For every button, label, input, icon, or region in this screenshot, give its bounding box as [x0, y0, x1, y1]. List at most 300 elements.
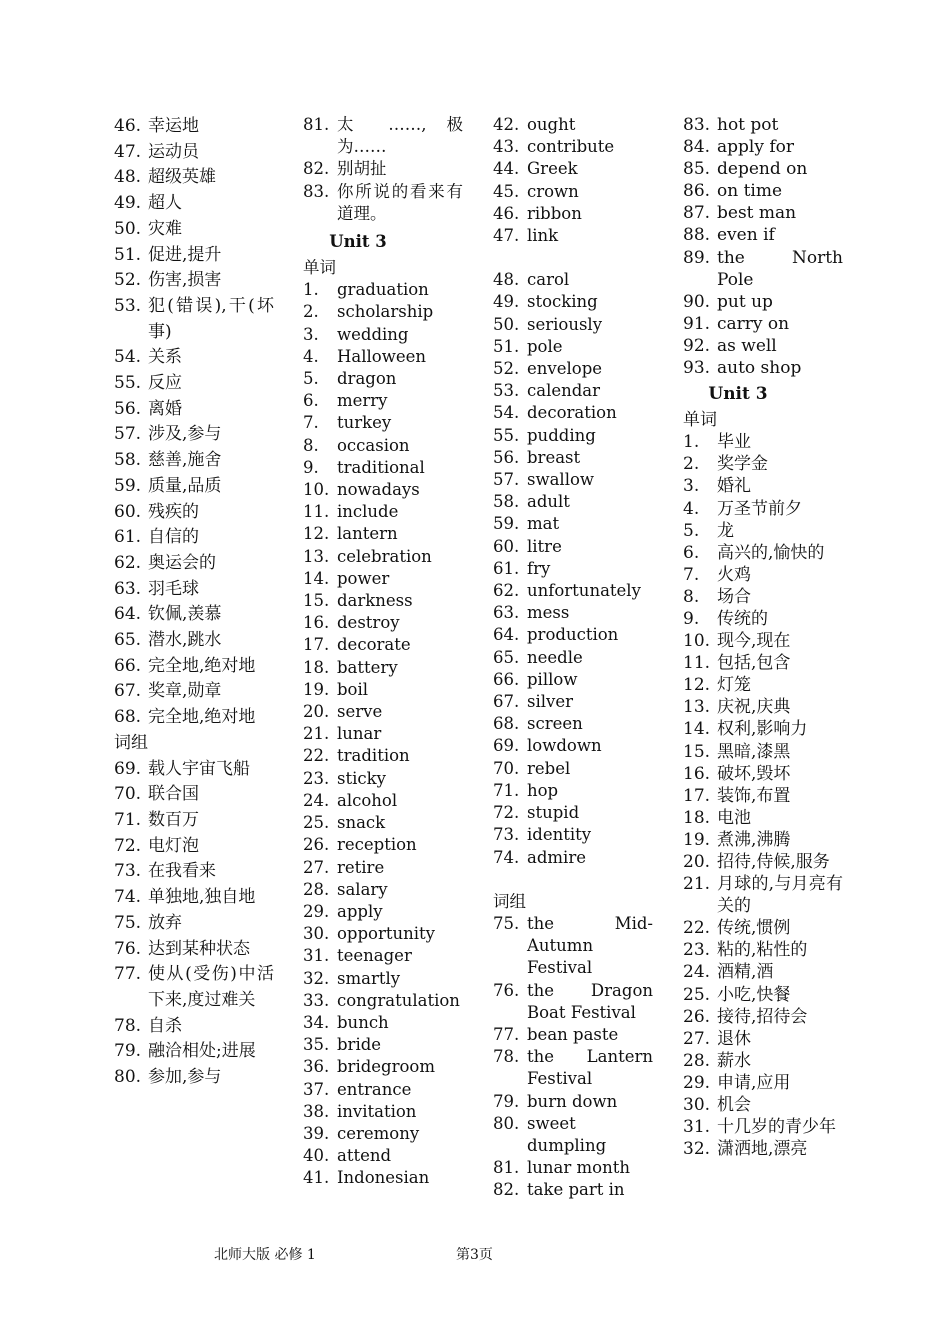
item-text: opportunity: [337, 924, 435, 944]
vocab-item: [493, 469, 653, 491]
vocab-item: [114, 705, 274, 731]
item-text: 完全地,绝对地: [148, 655, 256, 676]
vocab-item: [683, 1006, 843, 1028]
item-text: lunar month: [527, 1158, 630, 1178]
item-text: pillow: [527, 669, 578, 689]
item-number: 7.: [303, 413, 319, 433]
vocab-item: [493, 136, 653, 158]
vocab-item: [683, 291, 843, 313]
item-text: even if: [717, 225, 775, 246]
item-number: 13.: [303, 546, 330, 566]
item-number: 30.: [303, 924, 330, 944]
item-number: 66.: [114, 655, 142, 676]
item-text: link: [527, 226, 559, 246]
item-text: 黑暗,漆黑: [717, 741, 791, 762]
item-text: 自信的: [148, 527, 199, 548]
item-number: 16.: [683, 763, 711, 784]
vocab-item: [303, 301, 463, 323]
item-text: silver: [527, 692, 573, 712]
item-number: 55.: [114, 373, 142, 394]
item-number: 61.: [114, 527, 142, 548]
item-number: 58.: [493, 492, 520, 512]
item-text: swallow: [527, 470, 595, 490]
item-text: the Mid-Autumn Festival: [527, 913, 653, 978]
vocab-item: [683, 564, 843, 586]
vocab-item: [683, 453, 843, 475]
item-text: lowdown: [527, 736, 602, 756]
item-text: 招待,侍候,服务: [717, 852, 830, 872]
vocab-item: [683, 851, 843, 873]
vocab-item: [493, 491, 653, 513]
vocab-item: [303, 114, 463, 158]
item-text: scholarship: [337, 302, 434, 322]
item-text: 慈善,施舍: [148, 450, 222, 471]
vocab-item: [493, 336, 653, 358]
vocab-item: [303, 1034, 463, 1056]
item-number: 15.: [683, 741, 711, 762]
vocab-item: [303, 568, 463, 590]
item-text: carry on: [717, 313, 790, 334]
item-text: lunar: [337, 724, 382, 744]
vocab-item: [683, 917, 843, 939]
vocab-item: [683, 180, 843, 202]
vocab-item: [303, 590, 463, 612]
item-number: 26.: [683, 1006, 711, 1027]
vocab-item: [493, 358, 653, 380]
item-text: ceremony: [337, 1123, 420, 1143]
item-number: 9.: [303, 457, 319, 477]
item-text: 反应: [148, 373, 182, 394]
vocab-item: [114, 525, 274, 551]
item-text: carol: [527, 270, 570, 290]
item-number: 28.: [303, 879, 330, 899]
item-number: 2.: [683, 454, 700, 475]
item-text: 电灯泡: [148, 835, 199, 856]
item-text: 羽毛球: [148, 578, 199, 599]
item-text: 火鸡: [717, 564, 751, 585]
vocab-item: [114, 1014, 274, 1040]
vocab-item: [114, 782, 274, 808]
item-number: 76.: [493, 980, 520, 1000]
item-number: 89.: [683, 247, 711, 268]
item-text: litre: [527, 536, 562, 556]
item-number: 7.: [683, 564, 700, 585]
vocab-item: [303, 346, 463, 368]
column-1: [114, 114, 274, 1091]
vocab-item: [683, 498, 843, 520]
vocab-item: [114, 243, 274, 269]
item-number: 70.: [114, 784, 142, 805]
vocab-item: [114, 602, 274, 628]
vocab-item: [114, 294, 274, 345]
item-number: 18.: [303, 657, 330, 677]
item-text: 权利,影响力: [717, 719, 808, 740]
item-number: 80.: [493, 1113, 520, 1133]
vocab-item: [683, 1028, 843, 1050]
item-text: merry: [337, 391, 388, 411]
section-heading-phrases: 词组: [493, 891, 526, 911]
item-text: retire: [337, 857, 385, 877]
vocab-list: [493, 913, 653, 1202]
vocab-item: [303, 479, 463, 501]
vocab-item: [683, 431, 843, 453]
item-number: 85.: [683, 159, 711, 180]
item-text: 质量,品质: [148, 475, 222, 496]
item-text: unfortunately: [527, 581, 641, 601]
item-number: 48.: [114, 167, 142, 188]
vocab-item: [493, 1157, 653, 1179]
vocab-item: [303, 745, 463, 767]
item-number: 71.: [493, 780, 520, 800]
item-text: teenager: [337, 946, 412, 966]
vocab-list: [303, 279, 463, 1189]
vocab-item: [114, 962, 274, 1013]
vocab-list: [303, 114, 463, 225]
vocab-item: [683, 829, 843, 851]
vocab-item: [493, 402, 653, 424]
vocab-item: [114, 859, 274, 885]
vocab-item: [303, 834, 463, 856]
item-text: admire: [527, 847, 586, 867]
item-text: 粘的,粘性的: [717, 940, 808, 961]
item-number: 63.: [114, 578, 142, 599]
vocab-item: [683, 475, 843, 497]
vocab-item: [303, 1101, 463, 1123]
vocab-item: [683, 608, 843, 630]
vocab-item: [114, 654, 274, 680]
footer-page-number: 第3页: [456, 1247, 493, 1263]
item-text: the Dragon Boat Festival: [527, 980, 653, 1022]
item-text: 离婚: [148, 398, 182, 419]
vocab-item: [493, 181, 653, 203]
vocab-item: [303, 1079, 463, 1101]
item-number: 48.: [493, 270, 520, 290]
item-text: 奖学金: [717, 454, 768, 475]
item-number: 52.: [493, 359, 520, 379]
vocab-list: [493, 114, 653, 247]
item-number: 61.: [493, 558, 520, 578]
item-number: 41.: [303, 1168, 330, 1188]
item-text: attend: [337, 1146, 392, 1166]
item-number: 5.: [303, 369, 319, 389]
item-number: 15.: [303, 591, 330, 611]
item-number: 12.: [303, 524, 330, 544]
item-text: power: [337, 568, 390, 588]
item-text: decorate: [337, 635, 411, 655]
vocab-item: [303, 612, 463, 634]
vocab-item: [114, 422, 274, 448]
item-number: 81.: [493, 1158, 520, 1178]
item-number: 59.: [493, 514, 520, 534]
vocab-item: [303, 879, 463, 901]
vocab-item: [493, 780, 653, 802]
item-number: 32.: [303, 968, 330, 988]
item-number: 8.: [303, 435, 319, 455]
vocab-item: [683, 1094, 843, 1116]
vocab-item: [493, 802, 653, 824]
item-number: 26.: [303, 835, 330, 855]
vocab-item: [683, 652, 843, 674]
item-text: Indonesian: [337, 1168, 430, 1188]
item-number: 69.: [493, 736, 520, 756]
item-number: 62.: [114, 552, 142, 573]
item-number: 79.: [493, 1091, 520, 1111]
item-number: 34.: [303, 1012, 330, 1032]
item-number: 11.: [303, 502, 330, 522]
vocab-item: [114, 500, 274, 526]
item-text: dragon: [337, 369, 397, 389]
item-text: 潇洒地,漂亮: [717, 1139, 808, 1160]
item-text: 完全地,绝对地: [148, 707, 256, 728]
item-number: 38.: [303, 1101, 330, 1121]
item-number: 14.: [303, 568, 330, 588]
vocab-item: [303, 990, 463, 1012]
item-number: 91.: [683, 313, 711, 334]
item-text: 运动员: [148, 141, 199, 162]
item-text: 破坏,毁坏: [717, 763, 791, 784]
item-text: identity: [527, 825, 592, 845]
item-number: 33.: [303, 990, 330, 1010]
item-number: 19.: [303, 679, 330, 699]
vocab-item: [683, 984, 843, 1006]
vocab-item: [303, 701, 463, 723]
item-number: 51.: [114, 244, 142, 265]
item-text: 单独地,独自地: [148, 887, 256, 908]
vocab-item: [493, 624, 653, 646]
item-text: include: [337, 502, 399, 522]
item-number: 50.: [493, 314, 520, 334]
vocab-item: [303, 279, 463, 301]
vocab-item: [303, 723, 463, 745]
item-number: 17.: [303, 635, 330, 655]
item-number: 60.: [493, 536, 520, 556]
item-number: 49.: [493, 292, 520, 312]
item-text: needle: [527, 647, 583, 667]
vocab-item: [683, 357, 843, 379]
vocab-item: [493, 980, 653, 1024]
item-number: 22.: [303, 746, 330, 766]
item-text: 高兴的,愉快的: [717, 542, 825, 563]
item-number: 62.: [493, 581, 520, 601]
item-number: 21.: [303, 724, 330, 744]
vocab-item: [493, 114, 653, 136]
item-number: 64.: [114, 604, 142, 625]
item-text: 联合国: [148, 784, 199, 805]
item-number: 67.: [493, 692, 520, 712]
item-text: turkey: [337, 413, 392, 433]
item-number: 54.: [114, 347, 142, 368]
item-number: 20.: [303, 702, 330, 722]
vocab-item: [114, 371, 274, 397]
vocab-item: [303, 158, 463, 180]
vocab-item: [303, 768, 463, 790]
vocab-item: [114, 628, 274, 654]
item-number: 2.: [303, 302, 319, 322]
item-number: 46.: [493, 203, 520, 223]
item-text: 在我看来: [148, 861, 216, 882]
item-text: envelope: [527, 359, 603, 379]
vocab-item: [114, 551, 274, 577]
item-text: bridegroom: [337, 1057, 436, 1077]
item-text: 电池: [717, 807, 751, 828]
item-number: 56.: [114, 398, 142, 419]
vocab-item: [493, 1046, 653, 1090]
item-text: tradition: [337, 746, 410, 766]
item-text: nowadays: [337, 480, 420, 500]
item-text: 犯(错误),干(坏事): [148, 295, 274, 342]
item-number: 43.: [493, 137, 520, 157]
item-number: 51.: [493, 336, 520, 356]
vocab-item: [114, 679, 274, 705]
vocab-item: [493, 291, 653, 313]
item-text: boil: [337, 679, 369, 699]
item-text: entrance: [337, 1079, 412, 1099]
vocab-item: [683, 542, 843, 564]
item-text: 酒精,酒: [717, 962, 774, 983]
item-text: stocking: [527, 292, 598, 312]
item-text: 你所说的看来有道理。: [337, 181, 463, 223]
item-text: hop: [527, 780, 559, 800]
item-text: fry: [527, 558, 551, 578]
vocab-item: [683, 136, 843, 158]
vocab-item: [303, 923, 463, 945]
vocab-item: [303, 1145, 463, 1167]
item-number: 65.: [114, 630, 142, 651]
item-number: 21.: [683, 874, 711, 895]
item-number: 27.: [683, 1028, 711, 1049]
item-text: 煮沸,沸腾: [717, 829, 791, 850]
item-number: 6.: [303, 391, 319, 411]
vocab-item: [683, 247, 843, 291]
item-text: 参加,参与: [148, 1067, 222, 1088]
item-number: 68.: [493, 714, 520, 734]
item-number: 24.: [303, 790, 330, 810]
item-text: 奖章,勋章: [148, 681, 222, 702]
item-text: crown: [527, 181, 579, 201]
item-text: as well: [717, 335, 777, 356]
item-text: sticky: [337, 768, 386, 788]
item-number: 69.: [114, 758, 142, 779]
item-text: lantern: [337, 524, 398, 544]
item-number: 74.: [114, 887, 142, 908]
vocab-item: [683, 961, 843, 983]
item-text: Greek: [527, 159, 578, 179]
item-number: 88.: [683, 225, 711, 246]
item-text: put up: [717, 291, 773, 312]
item-text: 薪水: [717, 1050, 751, 1071]
item-text: 小吃,快餐: [717, 984, 791, 1005]
item-number: 53.: [493, 381, 520, 401]
vocab-item: [493, 758, 653, 780]
item-text: 庆祝,庆典: [717, 697, 791, 718]
spacer: [493, 869, 653, 891]
item-text: 融洽相处;进展: [148, 1041, 256, 1062]
vocab-item: [303, 457, 463, 479]
vocab-item: [683, 1050, 843, 1072]
item-text: serve: [337, 702, 383, 722]
item-number: 25.: [303, 813, 330, 833]
item-text: 灯笼: [717, 675, 751, 696]
item-text: salary: [337, 879, 388, 899]
vocab-item: [114, 114, 274, 140]
vocab-item: [493, 847, 653, 869]
item-text: take part in: [527, 1180, 625, 1200]
item-text: 场合: [717, 586, 751, 607]
item-text: the Lantern Festival: [527, 1047, 653, 1089]
vocab-item: [683, 785, 843, 807]
vocab-item: [303, 390, 463, 412]
item-number: 10.: [303, 480, 330, 500]
vocab-item: [303, 968, 463, 990]
item-text: 龙: [717, 520, 734, 541]
item-number: 5.: [683, 520, 700, 541]
item-number: 45.: [493, 181, 520, 201]
item-text: 接待,招待会: [717, 1006, 808, 1027]
item-number: 73.: [114, 861, 142, 882]
item-text: sweet dumpling: [527, 1113, 607, 1155]
item-number: 40.: [303, 1146, 330, 1166]
item-number: 86.: [683, 181, 711, 202]
item-text: 钦佩,羡慕: [148, 604, 222, 625]
item-text: 装饰,布置: [717, 785, 791, 806]
vocab-item: [114, 1065, 274, 1091]
item-text: seriously: [527, 314, 603, 334]
item-text: 月球的,与月亮有关的: [717, 874, 843, 917]
vocab-item: [303, 857, 463, 879]
item-number: 31.: [683, 1117, 711, 1138]
item-text: stupid: [527, 803, 580, 823]
item-text: mat: [527, 514, 560, 534]
vocab-item: [493, 1091, 653, 1113]
item-number: 64.: [493, 625, 520, 645]
item-text: on time: [717, 181, 783, 202]
vocab-item: [493, 314, 653, 336]
vocab-item: [114, 808, 274, 834]
item-number: 47.: [493, 226, 520, 246]
vocab-item: [303, 435, 463, 457]
section-heading-words: 单词: [303, 258, 336, 278]
vocab-item: [683, 158, 843, 180]
item-text: 伤害,损害: [148, 270, 222, 291]
item-text: burn down: [527, 1091, 618, 1111]
vocab-item: [303, 812, 463, 834]
vocab-list: [114, 757, 274, 1091]
column-2: [303, 114, 463, 1190]
vocab-item: [303, 546, 463, 568]
item-number: 81.: [303, 115, 330, 134]
item-number: 30.: [683, 1095, 711, 1116]
vocab-item: [493, 447, 653, 469]
vocab-item: [114, 1039, 274, 1065]
item-number: 6.: [683, 542, 700, 563]
vocab-item: [114, 757, 274, 783]
item-number: 54.: [493, 403, 520, 423]
item-number: 87.: [683, 203, 711, 224]
vocab-item: [683, 335, 843, 357]
item-number: 8.: [683, 586, 700, 607]
item-number: 67.: [114, 681, 142, 702]
vocab-item: [303, 1012, 463, 1034]
item-text: 机会: [717, 1095, 751, 1116]
vocab-item: [493, 735, 653, 757]
vocab-item: [683, 114, 843, 136]
item-number: 75.: [493, 913, 520, 933]
vocab-item: [493, 1113, 653, 1157]
item-number: 53.: [114, 295, 142, 316]
item-number: 13.: [683, 697, 711, 718]
item-number: 82.: [303, 159, 330, 179]
item-number: 80.: [114, 1067, 142, 1088]
